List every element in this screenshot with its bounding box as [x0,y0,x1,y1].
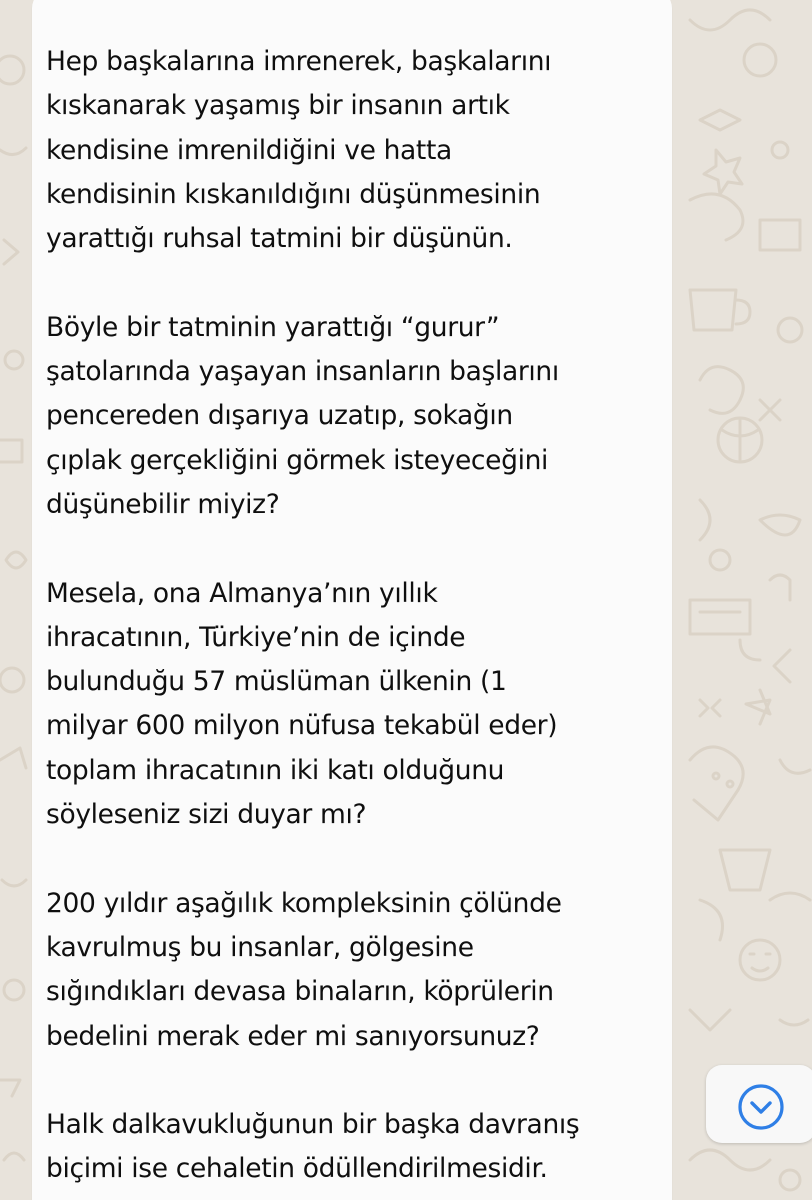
chevron-down-circle-icon [734,1080,788,1134]
message-line: söyleseniz sizi duyar mı? [46,799,367,831]
scroll-to-bottom-button[interactable] [706,1065,812,1143]
message-line: kıskanarak yaşamış bir insanın artık [46,90,510,122]
message-line: toplam ihracatının iki katı olduğunu [46,754,505,786]
message-line: kavrulmuş bu insanlar, gölgesine [46,931,474,963]
message-line: 200 yıldır aşağılık kompleksinin çölünde [46,887,562,919]
message-line: Böyle bir tatminin yarattığı “gurur” [46,311,500,343]
message-line: ihracatının, Türkiye’nin de içinde [46,621,466,653]
message-line: sığındıkları devasa binaların, köprülerin [46,976,554,1008]
message-line: Halk dalkavukluğunun bir başka davranış [46,1109,580,1141]
message-line: Hep başkalarına imrenerek, başkalarını [46,46,552,77]
message-paragraph [46,572,656,838]
message-line: kendisinin kıskanıldığını düşünmesinin [46,178,541,210]
message-line: çıplak gerçekliğini görmek isteyeceğini [46,444,549,476]
message-line: kendisine imrenildiğini ve hatta [46,134,452,166]
message-paragraph [46,882,656,1059]
message-line: yarattığı ruhsal tatmini bir düşünün. [46,223,513,255]
message-paragraph [46,40,656,261]
message-paragraph [46,1103,656,1192]
message-line: şatolarında yaşayan insanların başlarını [46,356,559,388]
message-line: bedelini merak eder mi sanıyorsunuz? [46,1020,540,1052]
message-line: Mesela, ona Almanya’nın yıllık [46,577,438,609]
message-line: milyar 600 milyon nüfusa tekabül eder) [46,710,558,742]
message-line: bulunduğu 57 müslüman ülkenin (1 [46,666,507,698]
message-text [46,40,656,1200]
message-line: düşünebilir miyiz? [46,488,280,520]
message-line: biçimi ise cehaletin ödüllendirilmesidir. [46,1153,548,1185]
message-line: pencereden dışarıya uzatıp, sokağın [46,400,513,432]
message-paragraph [46,306,656,527]
